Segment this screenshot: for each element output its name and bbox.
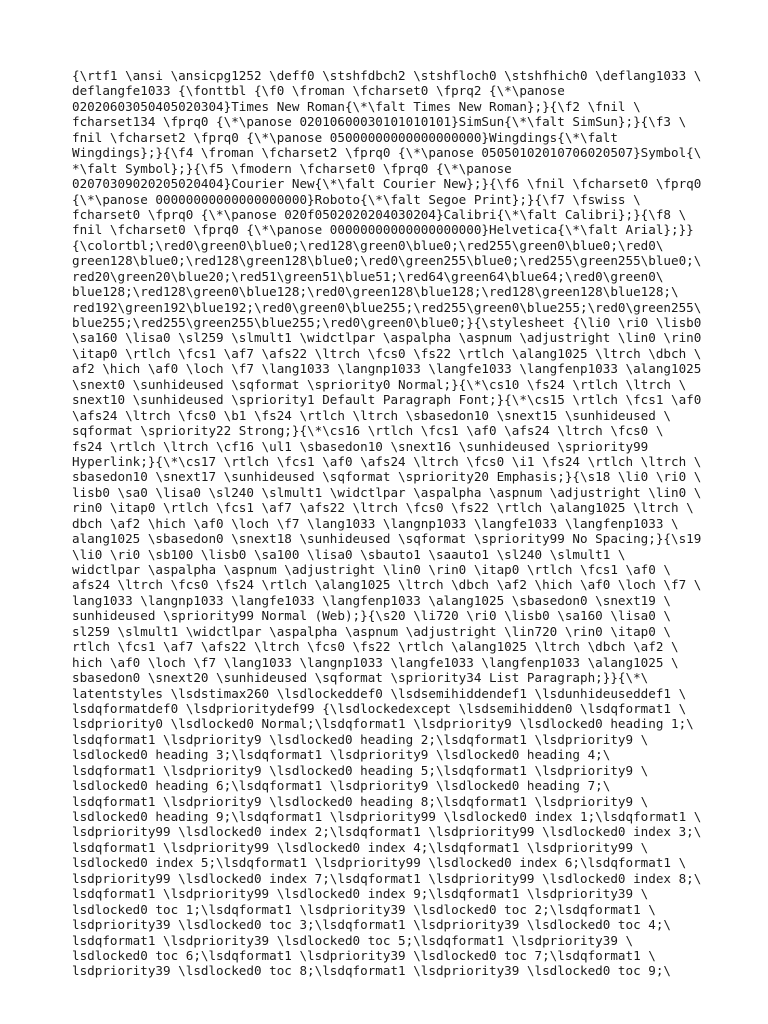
document-line: rtlch \fcs1 \af7 \afs22 \ltrch \fcs0 \fs22 \rtlch \alang1025 \ltrch \dbch \af2 \: [72, 639, 679, 655]
document-line: lang1033 \langnp1033 \langfe1033 \langfenp1033 \alang1025 \sbasedon0 \snext19 \: [72, 592, 671, 608]
document-line: Wingdings};}{\f4 \froman \fcharset2 \fprq0 {\*\panose 05050102010706020507}Symbol{\: [72, 145, 702, 161]
document-line: lsdqformat1 \lsdpriority9 \lsdlocked0 heading 8;\lsdqformat1 \lsdpriority9 \: [72, 793, 649, 809]
document-line: green128\blue0;\red128\green128\blue0;\red0\green255\blue0;\red255\green255\blue0;\: [72, 253, 702, 269]
document-line: lsdpriority99 \lsdlocked0 index 2;\lsdqformat1 \lsdpriority99 \lsdlocked0 index 3;\: [72, 824, 702, 840]
document-line: sqformat \spriority22 Strong;}{\*\cs16 \rtlch \fcs1 \af0 \afs24 \ltrch \fcs0 \: [72, 423, 664, 439]
document-line: lsdpriority99 \lsdlocked0 index 7;\lsdqformat1 \lsdpriority99 \lsdlocked0 index 8;\: [72, 870, 702, 886]
document-line: rin0 \itap0 \rtlch \fcs1 \af7 \afs22 \ltrch \fcs0 \fs22 \rtlch \alang1025 \ltrch \: [72, 500, 694, 516]
document-line: dbch \af2 \hich \af0 \loch \f7 \lang1033 \langnp1033 \langfe1033 \langfenp1033 \: [72, 515, 679, 531]
document-line: fnil \fcharset2 \fprq0 {\*\panose 05000000000000000000}Wingdings{\*\falt: [72, 129, 618, 145]
document-line: deflangfe1033 {\fonttbl {\f0 \froman \fcharset0 \fprq2 {\*\panose: [72, 83, 565, 99]
document-line: lsdpriority39 \lsdlocked0 toc 8;\lsdqformat1 \lsdpriority39 \lsdlocked0 toc 9;\: [72, 963, 671, 979]
document-line: lisb0 \sa0 \lisa0 \sl240 \slmult1 \widctlpar \aspalpha \aspnum \adjustright \lin0 \: [72, 484, 702, 500]
document-line: lsdlocked0 toc 6;\lsdqformat1 \lsdpriority39 \lsdlocked0 toc 7;\lsdqformat1 \: [72, 947, 656, 963]
document-line: {\rtf1 \ansi \ansicpg1252 \deff0 \stshfdbch2 \stshfloch0 \stshfhich0 \deflang1033 \: [72, 68, 702, 83]
document-line: hich \af0 \loch \f7 \lang1033 \langnp1033 \langfe1033 \langfenp1033 \alang1025 \: [72, 654, 679, 670]
document-line: blue255;\red255\green255\blue255;\red0\green0\blue0;}{\stylesheet {\li0 \ri0 \lisb0: [72, 315, 702, 330]
document-line: widctlpar \aspalpha \aspnum \adjustright \lin0 \rin0 \itap0 \rtlch \fcs1 \af0 \: [72, 562, 671, 577]
document-line: afs24 \ltrch \fcs0 \fs24 \rtlch \alang1025 \ltrch \dbch \af2 \hich \af0 \loch \f7 \: [72, 577, 702, 593]
document-line: lsdlocked0 heading 9;\lsdqformat1 \lsdpriority99 \lsdlocked0 index 1;\lsdqformat1 \: [72, 809, 702, 824]
document-line: latentstyles \lsdstimax260 \lsdlockeddef0 \lsdsemihiddendef1 \lsdunhideuseddef1 \: [72, 685, 687, 701]
document-line: lsdpriority0 \lsdlocked0 Normal;\lsdqformat1 \lsdpriority9 \lsdlocked0 heading 1;\: [72, 716, 694, 732]
document-line: sbasedon10 \snext17 \sunhideused \sqformat \spriority20 Emphasis;}{\s18 \li0 \ri0 \: [72, 469, 702, 485]
document-line: red192\green192\blue192;\red0\green0\blue255;\red255\green0\blue255;\red0\green255\: [72, 299, 702, 315]
document-line: \snext0 \sunhideused \sqformat \spriority0 Normal;}{\*\cs10 \fs24 \rtlch \ltrch \: [72, 376, 687, 392]
document-line: \sa160 \lisa0 \sl259 \slmult1 \widctlpar \aspalpha \aspnum \adjustright \lin0 \rin0: [72, 330, 702, 346]
document-line: lsdlocked0 index 5;\lsdqformat1 \lsdpriority99 \lsdlocked0 index 6;\lsdqformat1 \: [72, 855, 687, 871]
document-line: lsdqformat1 \lsdpriority9 \lsdlocked0 heading 2;\lsdqformat1 \lsdpriority9 \: [72, 731, 649, 747]
document-line: \itap0 \rtlch \fcs1 \af7 \afs22 \ltrch \fcs0 \fs22 \rtlch \alang1025 \ltrch \dbch \: [72, 345, 702, 361]
document-line: fnil \fcharset0 \fprq0 {\*\panose 00000000000000000000}Helvetica{\*\falt Arial};}}: [72, 222, 694, 238]
document-line: red20\green20\blue20;\red51\green51\blue51;\red64\green64\blue64;\red0\green0\: [72, 268, 664, 284]
document-line: {\*\panose 00000000000000000000}Roboto{\*\falt Segoe Print};}{\f7 \fswiss \: [72, 191, 641, 207]
document-line: sunhideused \spriority99 Normal (Web);}{\s20 \li720 \ri0 \lisb0 \sa160 \lisa0 \: [72, 608, 671, 624]
document-line: fcharset134 \fprq0 {\*\panose 02010600030101010101}SimSun{\*\falt SimSun};}{\f3 \: [72, 114, 687, 130]
document-line: blue128;\red128\green0\blue128;\red0\green128\blue128;\red128\green128\blue128;\: [72, 284, 679, 300]
document-line: {\colortbl;\red0\green0\blue0;\red128\green0\blue0;\red255\green0\blue0;\red0\: [72, 237, 664, 253]
document-line: \li0 \ri0 \sb100 \lisb0 \sa100 \lisa0 \sbauto1 \saauto1 \sl240 \slmult1 \: [72, 546, 626, 562]
document-line: snext10 \sunhideused \spriority1 Default Paragraph Font;}{\*\cs15 \rtlch \fcs1 \af0: [72, 392, 702, 408]
document-line: 02070309020205020404}Courier New{\*\falt Courier New};}{\f6 \fnil \fcharset0 \fprq0: [72, 176, 702, 192]
document-line: *\falt Symbol};}{\f5 \fmodern \fcharset0 \fprq0 {\*\panose: [72, 160, 512, 176]
document-line: Hyperlink;}{\*\cs17 \rtlch \fcs1 \af0 \afs24 \ltrch \fcs0 \i1 \fs24 \rtlch \ltrch \: [72, 453, 702, 469]
document-line: lsdlocked0 toc 1;\lsdqformat1 \lsdpriority39 \lsdlocked0 toc 2;\lsdqformat1 \: [72, 901, 656, 917]
document-line: lsdqformat1 \lsdpriority99 \lsdlocked0 index 9;\lsdqformat1 \lsdpriority39 \: [72, 886, 649, 902]
document-line: fs24 \rtlch \ltrch \cf16 \ul1 \sbasedon10 \snext16 \sunhideused \spriority99: [72, 438, 649, 454]
document-line: 02020603050405020304}Times New Roman{\*\falt Times New Roman};}{\f2 \fnil \: [72, 98, 641, 114]
document-line: lsdqformat1 \lsdpriority99 \lsdlocked0 index 4;\lsdqformat1 \lsdpriority99 \: [72, 839, 649, 855]
document-line: lsdqformat1 \lsdpriority39 \lsdlocked0 toc 5;\lsdqformat1 \lsdpriority39 \: [72, 932, 634, 948]
document-line: lsdlocked0 heading 6;\lsdqformat1 \lsdpriority9 \lsdlocked0 heading 7;\: [72, 778, 611, 794]
document-line: sbasedon0 \snext20 \sunhideused \sqformat \spriority34 List Paragraph;}}{\*\: [72, 670, 649, 686]
document-line: lsdqformatdef0 \lsdprioritydef99 {\lsdlockedexcept \lsdsemihidden0 \lsdqformat1 \: [72, 700, 687, 716]
document-line: sl259 \slmult1 \widctlpar \aspalpha \aspnum \adjustright \lin720 \rin0 \itap0 \: [72, 623, 671, 639]
document-line: fcharset0 \fprq0 {\*\panose 020f0502020204030204}Calibri{\*\falt Calibri};}{\f8 \: [72, 206, 687, 222]
document-line: af2 \hich \af0 \loch \f7 \lang1033 \langnp1033 \langfe1033 \langfenp1033 \alang1025: [72, 361, 702, 377]
document-line: alang1025 \sbasedon0 \snext18 \sunhideused \sqformat \spriority99 No Spacing;}{\s19: [72, 531, 702, 547]
rtf-source-text: [72, 68, 712, 979]
document-line: lsdlocked0 heading 3;\lsdqformat1 \lsdpriority9 \lsdlocked0 heading 4;\: [72, 747, 611, 763]
document-line: lsdqformat1 \lsdpriority9 \lsdlocked0 heading 5;\lsdqformat1 \lsdpriority9 \: [72, 762, 649, 778]
document-line: lsdpriority39 \lsdlocked0 toc 3;\lsdqformat1 \lsdpriority39 \lsdlocked0 toc 4;\: [72, 917, 671, 933]
document-line: \afs24 \ltrch \fcs0 \b1 \fs24 \rtlch \ltrch \sbasedon10 \snext15 \sunhideused \: [72, 407, 671, 423]
